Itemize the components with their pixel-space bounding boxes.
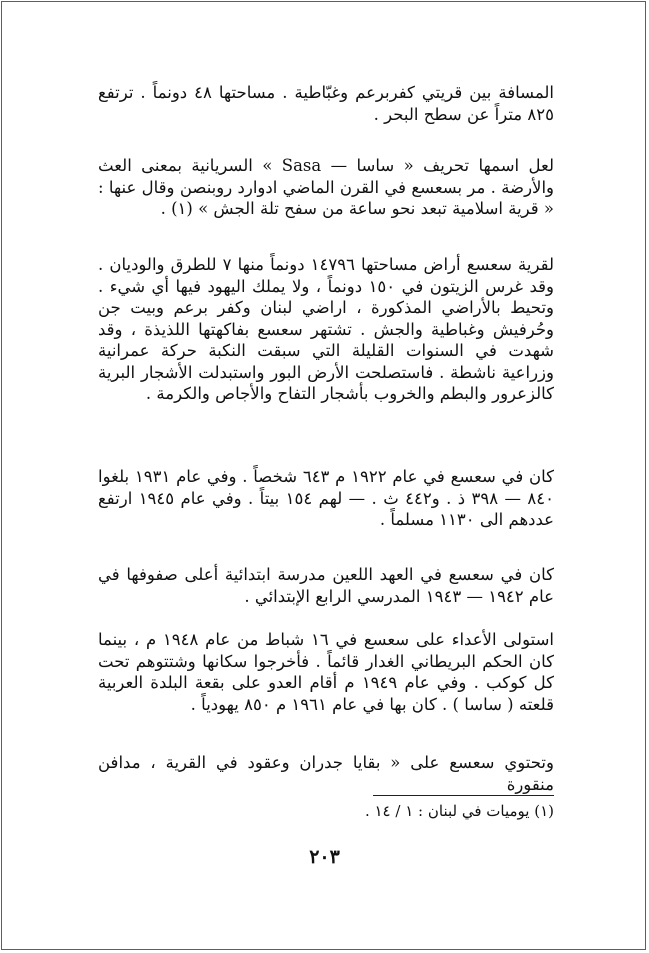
paragraph-population bbox=[98, 466, 554, 531]
paragraph-text: كان في سعسع في عام ١٩٢٢ م ٦٤٣ شخصاً . وفي عام ١٩٣١ بلغوا ٨٤٠ — ٣٩٨ ذ . و٤٤٢ ث . — لهم ١٥٤ بيتاً . وفي عام ١٩٤٥ ارتفع عددهم الى ١١٣٠ مسلماً . bbox=[98, 467, 554, 529]
paragraph-text: استولى الأعداء على سعسع في ١٦ شباط من عام ١٩٤٨ م ، بينما كان الحكم البريطاني الغدار قائماً . فأخرجوا سكانها وشتتوهم تحت كل كوكب . وفي عام ١٩٤٩ م أقام العدو على بقعة البلدة العربية قلعته ( ساسا ) . كان بها في عام ١٩٦١ م ٨٥٠ يهودياً . bbox=[98, 630, 555, 714]
paragraph-text: كان في سعسع في العهد اللعين مدرسة ابتدائية أعلى صفوفها في عام ١٩٤٢ — ١٩٤٣ المدرسي الرابع الإبتدائي . bbox=[98, 565, 554, 606]
paragraph-distance-area bbox=[98, 82, 554, 125]
paragraph-text: لقرية سعسع أراض مساحتها ١٤٧٩٦ دونماً منها ٧ للطرق والوديان . وقد غرس الزيتون في ١٥٠ دونماً ، ولا يملك اليهود فيها أي شيء . وتحيط بالأراضي المذكورة ، اراضي لبنان وكفر برعم وبيت جن وحُرفيش وغباطية والجش . تشتهر سعسع بفاكهتها اللذيذة ، وقد شهدت في السنوات القليلة التي سبقت النكبة حركة عمرانية وزراعية ناشطة . فاستصلحت الأرض البور واستبدلت الأشجار البرية كالزعرور والبطم والخروب بأشجار التفاح والأجاص والكرمة . bbox=[98, 255, 554, 403]
footnote: (١) يوميات في لبنان : ١ / ١٤ . bbox=[364, 802, 554, 820]
paragraph-occupation bbox=[98, 629, 554, 715]
paragraph-lands bbox=[98, 254, 554, 405]
paragraph-text: وتحتوي سعسع على « بقايا جدران وعقود في القرية ، مدافن منقورة bbox=[98, 753, 554, 794]
paragraph-name-origin bbox=[98, 155, 554, 220]
paragraph-text: المسافة بين قريتي كفربرعم وغبّاطية . مساحتها ٤٨ دونماً . ترتفع ٨٢٥ متراً عن سطح البحر . bbox=[98, 83, 554, 124]
paragraph-text: لعل اسمها تحريف « ساسا — Sasa » السريانية بمعنى العث والأرضة . مر بسعسع في القرن الماضي ادوارد روبنصن وقال عنها : « قرية اسلامية تبعد نحو ساعة من سفح تلة الجش » (١) . bbox=[98, 156, 554, 218]
footnote-divider bbox=[373, 795, 554, 796]
page-number: ٢٠٣ bbox=[309, 846, 340, 868]
paragraph-ruins bbox=[98, 752, 554, 795]
paragraph-school bbox=[98, 564, 554, 607]
